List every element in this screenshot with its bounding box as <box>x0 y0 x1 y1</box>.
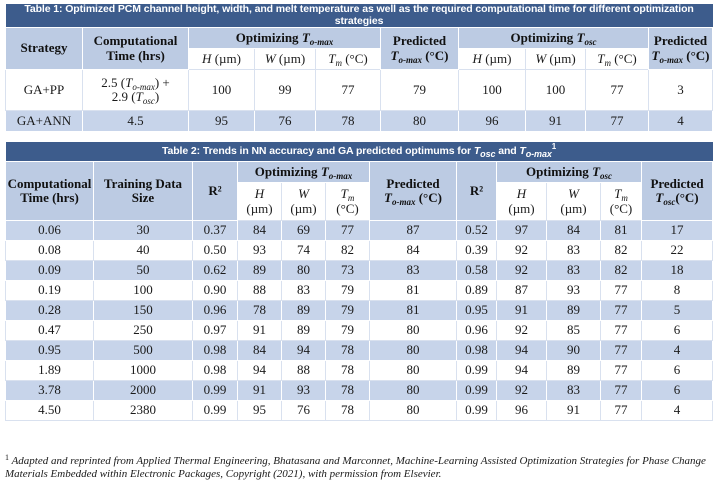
cell-h1: 84 <box>238 221 282 241</box>
header-predicted-tosc: Predicted $T_{osc}(^\circ C)$ <box>642 162 713 221</box>
cell-h1: 88 <box>238 281 282 301</box>
cell-w2: 93 <box>547 281 601 301</box>
cell-tm1: 78 <box>326 341 370 361</box>
cell-w1: 76 <box>255 111 316 132</box>
cell-tm2: 81 <box>601 221 642 241</box>
cell-w2: 85 <box>547 321 601 341</box>
cell-tm1: 79 <box>326 321 370 341</box>
cell-time: 0.06 <box>6 221 94 241</box>
header-predicted-tomax: Predicted $T_{o-max}$ (°C) <box>370 162 457 221</box>
cell-w1: 93 <box>282 381 326 401</box>
header-tm-1: $T_m$ (°C) <box>316 49 381 70</box>
cell-w2: 91 <box>547 401 601 421</box>
header-w-2: W (µm) <box>526 49 586 70</box>
cell-h2: 87 <box>497 281 547 301</box>
cell-tm1: 79 <box>326 301 370 321</box>
cell-size: 40 <box>94 241 193 261</box>
cell-w2: 100 <box>526 70 586 111</box>
cell-size: 2000 <box>94 381 193 401</box>
cell-strategy: GA+PP <box>6 70 83 111</box>
cell-p2: 8 <box>642 281 713 301</box>
header-tm-2: $T_m$ (°C) <box>601 183 642 221</box>
cell-w1: 94 <box>282 341 326 361</box>
cell-h2: 92 <box>497 321 547 341</box>
cell-strategy: GA+ANN <box>6 111 83 132</box>
cell-r2b: 0.58 <box>457 261 497 281</box>
footnote: $^1$ Adapted and reprinted from Applied Thermal Engineering, Bhatasana and Marconnet, Machine-Learning Assisted Optimization Strategies for Phase Change Materials Embedded within Electronic Packages, Copyright (2021), with permission from Elsevier. <box>5 453 706 480</box>
cell-h2: 94 <box>497 341 547 361</box>
cell-w1: 80 <box>282 261 326 281</box>
cell-time: 4.50 <box>6 401 94 421</box>
cell-pred1: 80 <box>381 111 459 132</box>
cell-h2: 94 <box>497 361 547 381</box>
header-predicted-tosc: Predicted $T_{o-max}$ (°C) <box>649 28 713 70</box>
cell-h1: 93 <box>238 241 282 261</box>
table-row <box>6 261 713 281</box>
cell-w2: 91 <box>526 111 586 132</box>
cell-w2: 83 <box>547 261 601 281</box>
cell-p1: 80 <box>370 401 457 421</box>
header-h-1: H (µm) <box>238 183 282 221</box>
cell-p2: 4 <box>642 401 713 421</box>
cell-w1: 83 <box>282 281 326 301</box>
cell-pred2: 3 <box>649 70 713 111</box>
cell-r2a: 0.90 <box>193 281 238 301</box>
cell-r2a: 0.62 <box>193 261 238 281</box>
cell-tm2: 77 <box>601 321 642 341</box>
cell-r2b: 0.95 <box>457 301 497 321</box>
cell-h2: 92 <box>497 261 547 281</box>
cell-r2a: 0.96 <box>193 301 238 321</box>
cell-h1: 78 <box>238 301 282 321</box>
cell-p1: 87 <box>370 221 457 241</box>
cell-h2: 96 <box>497 401 547 421</box>
cell-tm2: 77 <box>601 381 642 401</box>
cell-r2b: 0.99 <box>457 361 497 381</box>
header-computational-time: Computational Time (hrs) <box>83 28 189 70</box>
cell-size: 50 <box>94 261 193 281</box>
cell-time: 3.78 <box>6 381 94 401</box>
header-optimizing-tomax: Optimizing $T_{o-max}$ <box>238 162 370 183</box>
cell-tm1: 73 <box>326 261 370 281</box>
cell-time: 0.19 <box>6 281 94 301</box>
header-h-2: H (µm) <box>459 49 526 70</box>
cell-size: 500 <box>94 341 193 361</box>
cell-size: 2380 <box>94 401 193 421</box>
cell-tm1: 78 <box>326 401 370 421</box>
cell-r2b: 0.52 <box>457 221 497 241</box>
tables-container <box>5 4 712 421</box>
cell-p1: 81 <box>370 281 457 301</box>
header-w-1: W (µm) <box>282 183 326 221</box>
cell-tm1: 82 <box>326 241 370 261</box>
cell-h2: 96 <box>459 111 526 132</box>
cell-tm2: 77 <box>601 301 642 321</box>
cell-h1: 95 <box>238 401 282 421</box>
cell-size: 30 <box>94 221 193 241</box>
header-h-1: H (µm) <box>189 49 255 70</box>
cell-r2a: 0.98 <box>193 361 238 381</box>
cell-tm2: 82 <box>601 241 642 261</box>
cell-tm2: 77 <box>601 341 642 361</box>
cell-tm2: 77 <box>601 401 642 421</box>
cell-w1: 89 <box>282 301 326 321</box>
cell-r2b: 0.99 <box>457 401 497 421</box>
cell-w1: 74 <box>282 241 326 261</box>
cell-h1: 94 <box>238 361 282 381</box>
table-row <box>6 221 713 241</box>
cell-tm1: 78 <box>326 361 370 381</box>
table-row <box>6 281 713 301</box>
header-tm-2: $T_m$ (°C) <box>586 49 649 70</box>
cell-p1: 80 <box>370 341 457 361</box>
table-2-body <box>6 221 713 421</box>
cell-w2: 90 <box>547 341 601 361</box>
cell-time: 0.47 <box>6 321 94 341</box>
cell-h2: 97 <box>497 221 547 241</box>
header-tm-1: $T_m$ (°C) <box>326 183 370 221</box>
cell-h2: 91 <box>497 301 547 321</box>
table-row <box>6 301 713 321</box>
cell-r2a: 0.37 <box>193 221 238 241</box>
cell-w1: 99 <box>255 70 316 111</box>
cell-r2b: 0.96 <box>457 321 497 341</box>
cell-time: 0.09 <box>6 261 94 281</box>
table-row <box>6 401 713 421</box>
cell-p1: 80 <box>370 321 457 341</box>
cell-size: 250 <box>94 321 193 341</box>
cell-p2: 6 <box>642 321 713 341</box>
cell-tm1: 77 <box>316 70 381 111</box>
cell-h1: 95 <box>189 111 255 132</box>
table-2 <box>5 142 713 421</box>
cell-time: 2.5 $(T_{o-max})$ + 2.9 $(T_{osc})$ <box>83 70 189 111</box>
cell-p1: 83 <box>370 261 457 281</box>
cell-tm2: 77 <box>601 281 642 301</box>
cell-w2: 84 <box>547 221 601 241</box>
table-row <box>6 111 713 132</box>
cell-r2a: 0.50 <box>193 241 238 261</box>
cell-time: 0.08 <box>6 241 94 261</box>
cell-r2b: 0.99 <box>457 381 497 401</box>
cell-w1: 88 <box>282 361 326 381</box>
cell-p2: 17 <box>642 221 713 241</box>
cell-p2: 22 <box>642 241 713 261</box>
cell-r2a: 0.97 <box>193 321 238 341</box>
cell-time: 0.28 <box>6 301 94 321</box>
cell-size: 1000 <box>94 361 193 381</box>
cell-r2a: 0.99 <box>193 401 238 421</box>
table-1-caption: Table 1: Optimized PCM channel height, width, and melt temperature as well as the required computational time for different optimization strategies <box>6 4 713 28</box>
cell-r2b: 0.98 <box>457 341 497 361</box>
header-r2-1: R² <box>193 162 238 221</box>
cell-tm2: 77 <box>586 70 649 111</box>
cell-size: 150 <box>94 301 193 321</box>
header-strategy: Strategy <box>6 28 83 70</box>
cell-h1: 89 <box>238 261 282 281</box>
cell-p2: 6 <box>642 381 713 401</box>
header-optimizing-tomax: Optimizing $T_{o-max}$ <box>189 28 381 49</box>
cell-tm2: 77 <box>601 361 642 381</box>
cell-p2: 4 <box>642 341 713 361</box>
header-h-2: H (µm) <box>497 183 547 221</box>
header-computational-time: Computational Time (hrs) <box>6 162 94 221</box>
cell-tm1: 78 <box>316 111 381 132</box>
cell-h1: 84 <box>238 341 282 361</box>
table-row <box>6 321 713 341</box>
table-2-caption: Table 2: Trends in NN accuracy and GA predicted optimums for $T_{osc}$ and $T_{o-max}^1$ <box>6 142 713 162</box>
cell-w1: 76 <box>282 401 326 421</box>
cell-r2a: 0.98 <box>193 341 238 361</box>
cell-w2: 83 <box>547 381 601 401</box>
cell-tm2: 82 <box>601 261 642 281</box>
table-row <box>6 241 713 261</box>
cell-pred2: 4 <box>649 111 713 132</box>
cell-r2a: 0.99 <box>193 381 238 401</box>
cell-p2: 18 <box>642 261 713 281</box>
cell-w2: 83 <box>547 241 601 261</box>
cell-tm2: 77 <box>586 111 649 132</box>
cell-p1: 80 <box>370 381 457 401</box>
cell-h2: 92 <box>497 241 547 261</box>
header-optimizing-tosc: Optimizing $T_{osc}$ <box>459 28 649 49</box>
header-optimizing-tosc: Optimizing $T_{osc}$ <box>497 162 642 183</box>
cell-h1: 91 <box>238 321 282 341</box>
cell-h2: 92 <box>497 381 547 401</box>
cell-w2: 89 <box>547 301 601 321</box>
cell-time: 0.95 <box>6 341 94 361</box>
header-w-1: W (µm) <box>255 49 316 70</box>
table-row <box>6 381 713 401</box>
cell-p1: 84 <box>370 241 457 261</box>
cell-r2b: 0.39 <box>457 241 497 261</box>
cell-tm1: 79 <box>326 281 370 301</box>
cell-tm1: 77 <box>326 221 370 241</box>
cell-r2b: 0.89 <box>457 281 497 301</box>
header-r2-2: R² <box>457 162 497 221</box>
cell-h2: 100 <box>459 70 526 111</box>
header-training-size: Training Data Size <box>94 162 193 221</box>
table-1 <box>5 4 713 132</box>
cell-time: 1.89 <box>6 361 94 381</box>
cell-h1: 100 <box>189 70 255 111</box>
table-row <box>6 341 713 361</box>
cell-p1: 81 <box>370 301 457 321</box>
cell-w2: 89 <box>547 361 601 381</box>
cell-p2: 5 <box>642 301 713 321</box>
cell-size: 100 <box>94 281 193 301</box>
cell-h1: 91 <box>238 381 282 401</box>
cell-time: 4.5 <box>83 111 189 132</box>
cell-w1: 89 <box>282 321 326 341</box>
header-predicted-tomax: Predicted $T_{o-max}$ (°C) <box>381 28 459 70</box>
cell-p1: 80 <box>370 361 457 381</box>
cell-pred1: 79 <box>381 70 459 111</box>
cell-p2: 6 <box>642 361 713 381</box>
cell-w1: 69 <box>282 221 326 241</box>
table-row <box>6 361 713 381</box>
table-row <box>6 70 713 111</box>
cell-tm1: 78 <box>326 381 370 401</box>
header-w-2: W (µm) <box>547 183 601 221</box>
